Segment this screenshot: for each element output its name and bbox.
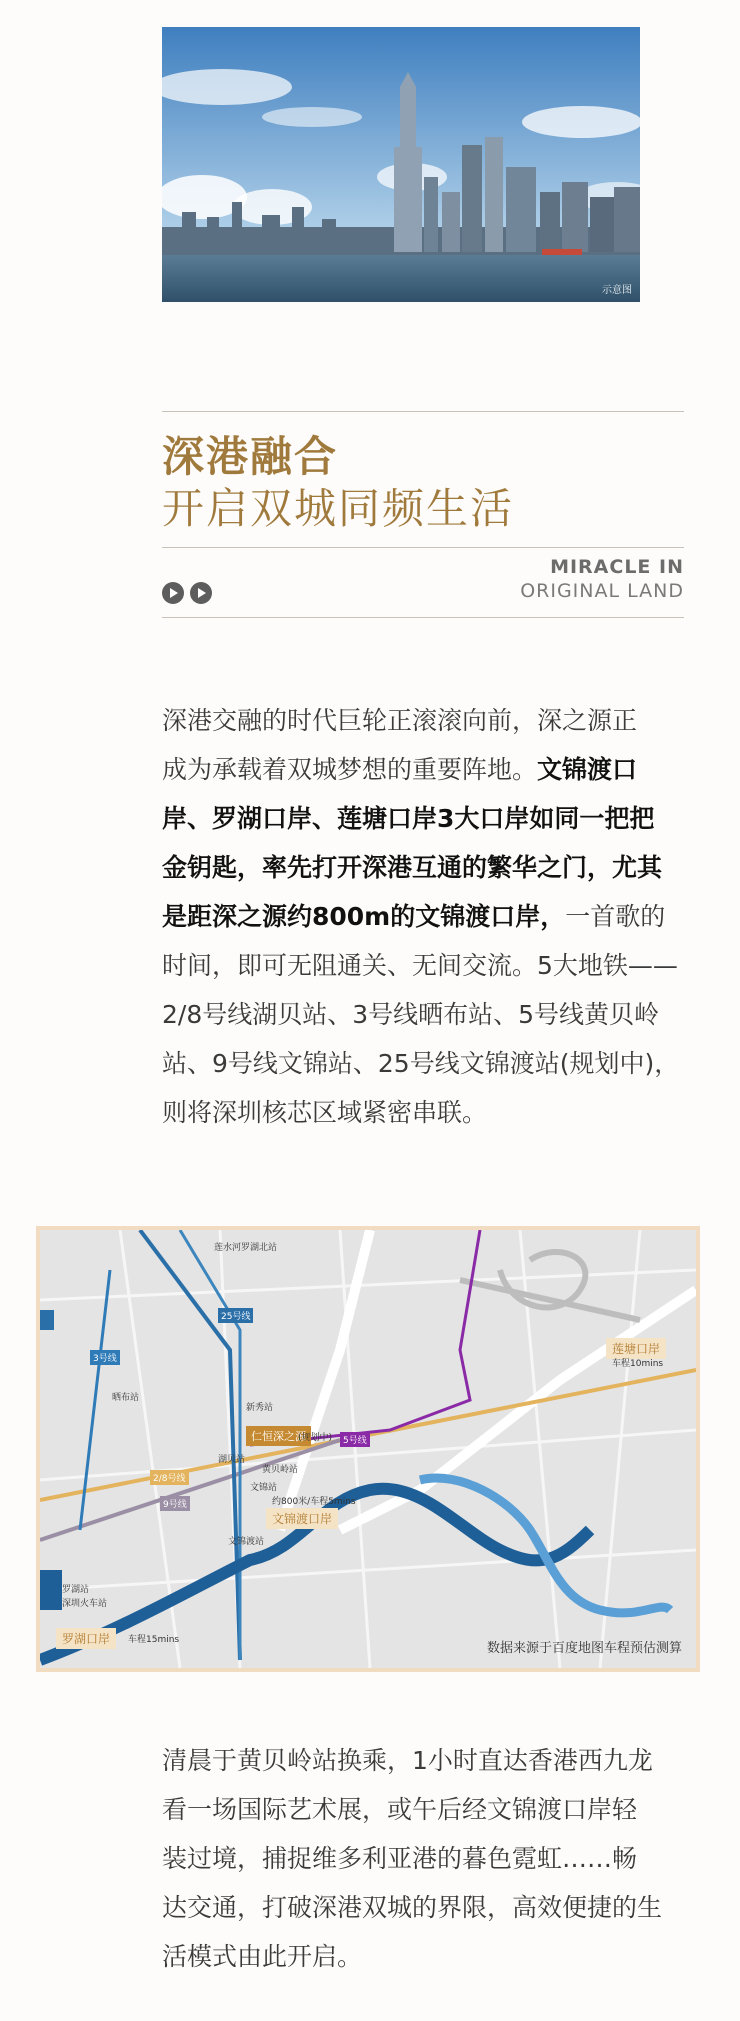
text-run: 活模式由此开启。 [162,1942,363,1971]
station-label-huangbeiling: 黄贝岭站 [262,1465,299,1475]
tagline-line1: MIRACLE IN [550,556,684,578]
line-label-5: 5号线 [340,1432,370,1447]
station-label-wenjin: 文锦站 [250,1483,278,1493]
paragraph-line [162,1039,686,1088]
paragraph-line [162,745,686,794]
paragraph-line [162,1785,686,1834]
station-label-wenjindu: 文锦渡站 [228,1537,265,1547]
bold-text-run: 岸、罗湖口岸、莲塘口岸3大口岸如同一把把 [162,804,655,833]
text-run: 深港交融的时代巨轮正滚滚向前，深之源正 [162,706,638,735]
arrow-pair [162,582,212,604]
line-label-25: 25号线 [218,1308,253,1323]
port-label-luohu: 罗湖口岸 [56,1628,116,1649]
station-label-top: 莲水河罗湖北站 [214,1243,278,1253]
heading-bottom-divider [162,617,684,618]
closing-paragraph [162,1736,686,1981]
paragraph-line [162,941,686,990]
bold-text-run: 文锦渡口 [537,755,638,784]
text-run: 清晨于黄贝岭站换乘，1小时直达香港西九龙 [162,1746,653,1775]
paragraph-line [162,696,686,745]
text-run: 成为承载着双城梦想的重要阵地。 [162,755,538,784]
station-label-xinxiu: 新秀站 [246,1403,274,1413]
paragraph-line [162,1932,686,1981]
tagline-line2: ORIGINAL LAND [520,580,684,602]
intro-paragraph [162,696,686,1137]
page-subtitle: 开启双城同频生活 [162,484,515,533]
paragraph-line [162,990,686,1039]
port-label-liantang: 莲塘口岸 [606,1338,666,1359]
project-marker-sub: (规划中) [298,1433,333,1443]
paragraph-line [162,794,686,843]
line-label-2-8: 2/8号线 [150,1470,189,1485]
station-label-shaibu: 晒布站 [112,1393,140,1403]
bold-text-run: 金钥匙，率先打开深港互通的繁华之门，尤其 [162,853,663,882]
play-arrow-icon [162,582,184,604]
transit-map [36,1226,700,1672]
line-label-9: 9号线 [160,1496,190,1511]
heading-mid-divider [162,547,684,548]
station-label-shenzhen-fire: 深圳火车站 [62,1599,108,1609]
play-arrow-icon [190,582,212,604]
paragraph-line [162,1736,686,1785]
project-marker-label: 仁恒深之源 [246,1426,311,1446]
map-source-note: 数据来源于百度地图车程预估测算 [486,1641,682,1656]
text-run: 站、9号线文锦站、25号线文锦渡站(规划中)， [162,1049,680,1078]
station-label-luohu: 罗湖站 [62,1585,90,1595]
text-run: 看一场国际艺术展，或午后经文锦渡口岸轻 [162,1795,638,1824]
page-title: 深港融合 [162,432,339,481]
bold-text-run: 是距深之源约800m的文锦渡口岸， [162,902,566,931]
paragraph-line [162,1088,686,1137]
heading-top-divider [162,411,684,412]
paragraph-line [162,843,686,892]
hero-skyline-image [162,27,640,302]
text-run: 一首歌的 [565,902,666,931]
text-run: 则将深圳核芯区域紧密串联。 [162,1098,488,1127]
port-label-wenjindu: 文锦渡口岸 [266,1508,338,1529]
hero-caption: 示意图 [602,285,632,296]
wenjindu-distance-note: 约800米/车程5mins [272,1497,356,1507]
text-run: 2/8号线湖贝站、3号线晒布站、5号线黄贝岭 [162,1000,660,1029]
paragraph-line [162,1883,686,1932]
text-run: 装过境，捕捉维多利亚港的暮色霓虹……畅 [162,1844,638,1873]
station-label-hubei: 湖贝站 [218,1455,246,1465]
text-run: 达交通，打破深港双城的界限，高效便捷的生 [162,1893,663,1922]
paragraph-line [162,892,686,941]
text-run: 时间，即可无阻通关、无间交流。5大地铁—— [162,951,678,980]
liantang-time-note: 车程10mins [612,1359,664,1369]
line-label-3: 3号线 [90,1350,120,1365]
luohu-time-note: 车程15mins [128,1635,180,1645]
paragraph-line [162,1834,686,1883]
